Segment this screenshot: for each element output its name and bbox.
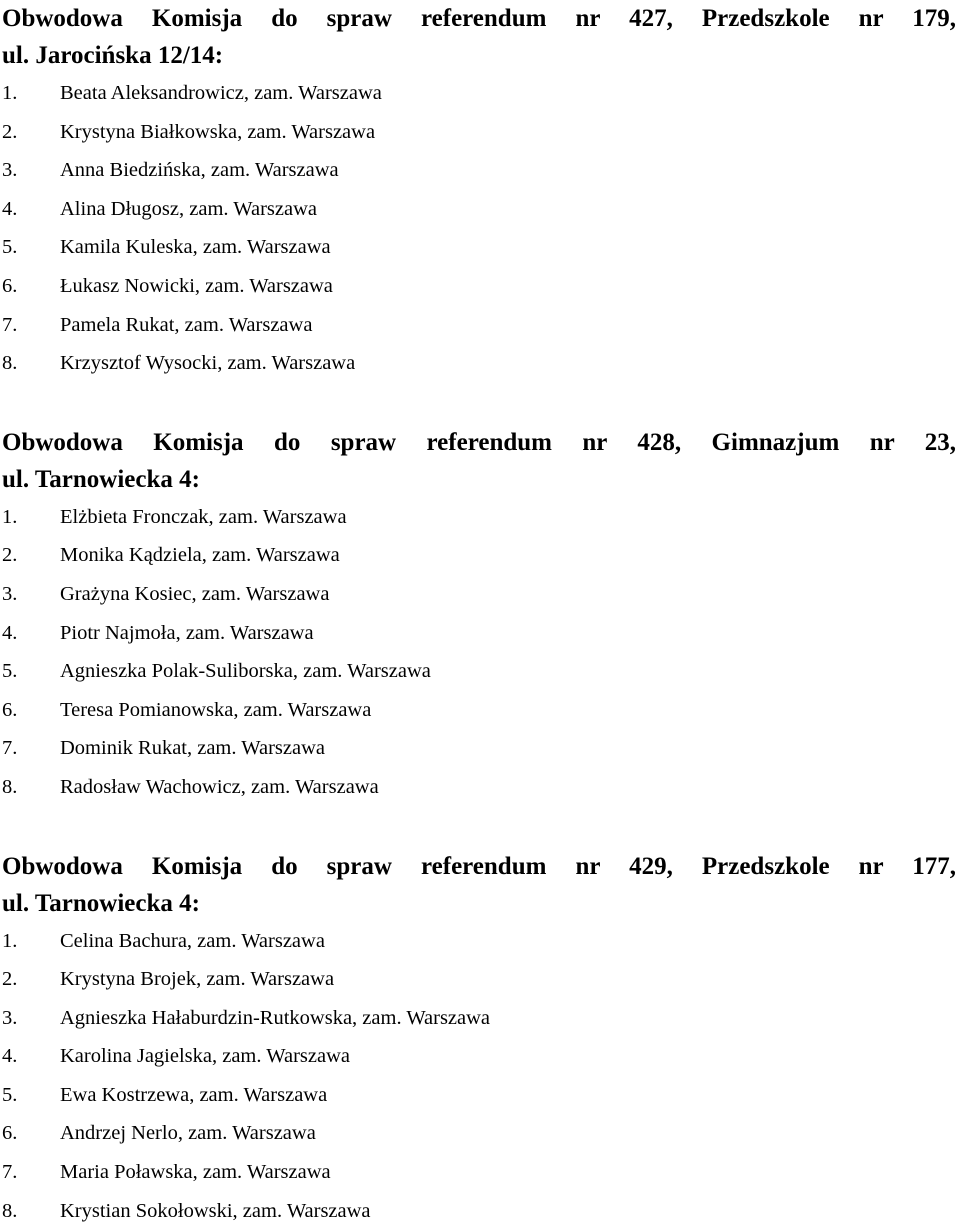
commission-title-line1: Obwodowa Komisja do spraw referendum nr 427, Przedszkole nr 179, <box>2 0 956 37</box>
member-text: Krystyna Białkowska, zam. Warszawa <box>60 113 375 152</box>
member-text: Monika Kądziela, zam. Warszawa <box>60 536 340 575</box>
member-item <box>2 652 956 691</box>
member-list <box>2 74 956 383</box>
member-number: 6. <box>2 691 60 730</box>
member-number: 1. <box>2 74 60 113</box>
member-item <box>2 1192 956 1230</box>
member-number: 4. <box>2 1037 60 1076</box>
member-item <box>2 74 956 113</box>
member-text: Agnieszka Polak-Suliborska, zam. Warszawa <box>60 652 431 691</box>
member-number: 8. <box>2 768 60 807</box>
member-text: Krystyna Brojek, zam. Warszawa <box>60 960 334 999</box>
member-number: 7. <box>2 1153 60 1192</box>
member-text: Radosław Wachowicz, zam. Warszawa <box>60 768 379 807</box>
member-number: 5. <box>2 228 60 267</box>
member-item <box>2 960 956 999</box>
member-text: Teresa Pomianowska, zam. Warszawa <box>60 691 371 730</box>
member-text: Elżbieta Fronczak, zam. Warszawa <box>60 498 347 537</box>
member-item <box>2 344 956 383</box>
member-item <box>2 729 956 768</box>
member-item <box>2 768 956 807</box>
member-text: Maria Poławska, zam. Warszawa <box>60 1153 331 1192</box>
member-item <box>2 267 956 306</box>
commission-title-line2: ul. Jarocińska 12/14: <box>2 37 956 74</box>
member-item <box>2 922 956 961</box>
commission-title-line1: Obwodowa Komisja do spraw referendum nr 429, Przedszkole nr 177, <box>2 848 956 885</box>
member-number: 2. <box>2 113 60 152</box>
member-number: 5. <box>2 1076 60 1115</box>
member-number: 4. <box>2 190 60 229</box>
member-number: 6. <box>2 1114 60 1153</box>
commission-title <box>2 424 956 498</box>
commission-title-line2: ul. Tarnowiecka 4: <box>2 461 956 498</box>
member-number: 1. <box>2 498 60 537</box>
section-spacer <box>2 807 956 848</box>
member-text: Piotr Najmoła, zam. Warszawa <box>60 614 314 653</box>
member-item <box>2 1114 956 1153</box>
member-text: Krzysztof Wysocki, zam. Warszawa <box>60 344 355 383</box>
member-number: 4. <box>2 614 60 653</box>
member-item <box>2 1153 956 1192</box>
commission-title <box>2 848 956 922</box>
member-text: Kamila Kuleska, zam. Warszawa <box>60 228 331 267</box>
member-item <box>2 190 956 229</box>
member-number: 7. <box>2 306 60 345</box>
member-number: 2. <box>2 960 60 999</box>
commission-section <box>2 424 956 807</box>
commission-title <box>2 0 956 74</box>
member-text: Celina Bachura, zam. Warszawa <box>60 922 325 961</box>
member-number: 3. <box>2 575 60 614</box>
member-number: 8. <box>2 344 60 383</box>
member-item <box>2 1037 956 1076</box>
section-spacer <box>2 383 956 424</box>
member-item <box>2 151 956 190</box>
member-number: 2. <box>2 536 60 575</box>
member-item <box>2 691 956 730</box>
commission-section <box>2 848 956 1230</box>
member-text: Andrzej Nerlo, zam. Warszawa <box>60 1114 316 1153</box>
member-item <box>2 536 956 575</box>
member-item <box>2 113 956 152</box>
member-item <box>2 575 956 614</box>
member-text: Anna Biedzińska, zam. Warszawa <box>60 151 339 190</box>
member-number: 7. <box>2 729 60 768</box>
member-number: 3. <box>2 999 60 1038</box>
commission-title-line1: Obwodowa Komisja do spraw referendum nr 428, Gimnazjum nr 23, <box>2 424 956 461</box>
document-page <box>2 0 956 1230</box>
member-text: Beata Aleksandrowicz, zam. Warszawa <box>60 74 382 113</box>
member-text: Łukasz Nowicki, zam. Warszawa <box>60 267 333 306</box>
member-item <box>2 1076 956 1115</box>
member-text: Dominik Rukat, zam. Warszawa <box>60 729 325 768</box>
member-number: 6. <box>2 267 60 306</box>
commission-title-line2: ul. Tarnowiecka 4: <box>2 885 956 922</box>
member-item <box>2 614 956 653</box>
member-text: Alina Długosz, zam. Warszawa <box>60 190 317 229</box>
member-number: 1. <box>2 922 60 961</box>
member-number: 3. <box>2 151 60 190</box>
member-text: Agnieszka Hałaburdzin-Rutkowska, zam. Warszawa <box>60 999 490 1038</box>
member-number: 8. <box>2 1192 60 1230</box>
member-list <box>2 498 956 807</box>
member-text: Pamela Rukat, zam. Warszawa <box>60 306 312 345</box>
member-item <box>2 228 956 267</box>
member-number: 5. <box>2 652 60 691</box>
member-text: Karolina Jagielska, zam. Warszawa <box>60 1037 350 1076</box>
member-list <box>2 922 956 1230</box>
member-item <box>2 306 956 345</box>
member-item <box>2 999 956 1038</box>
member-text: Krystian Sokołowski, zam. Warszawa <box>60 1192 371 1230</box>
member-text: Grażyna Kosiec, zam. Warszawa <box>60 575 329 614</box>
member-item <box>2 498 956 537</box>
member-text: Ewa Kostrzewa, zam. Warszawa <box>60 1076 327 1115</box>
commission-section <box>2 0 956 383</box>
